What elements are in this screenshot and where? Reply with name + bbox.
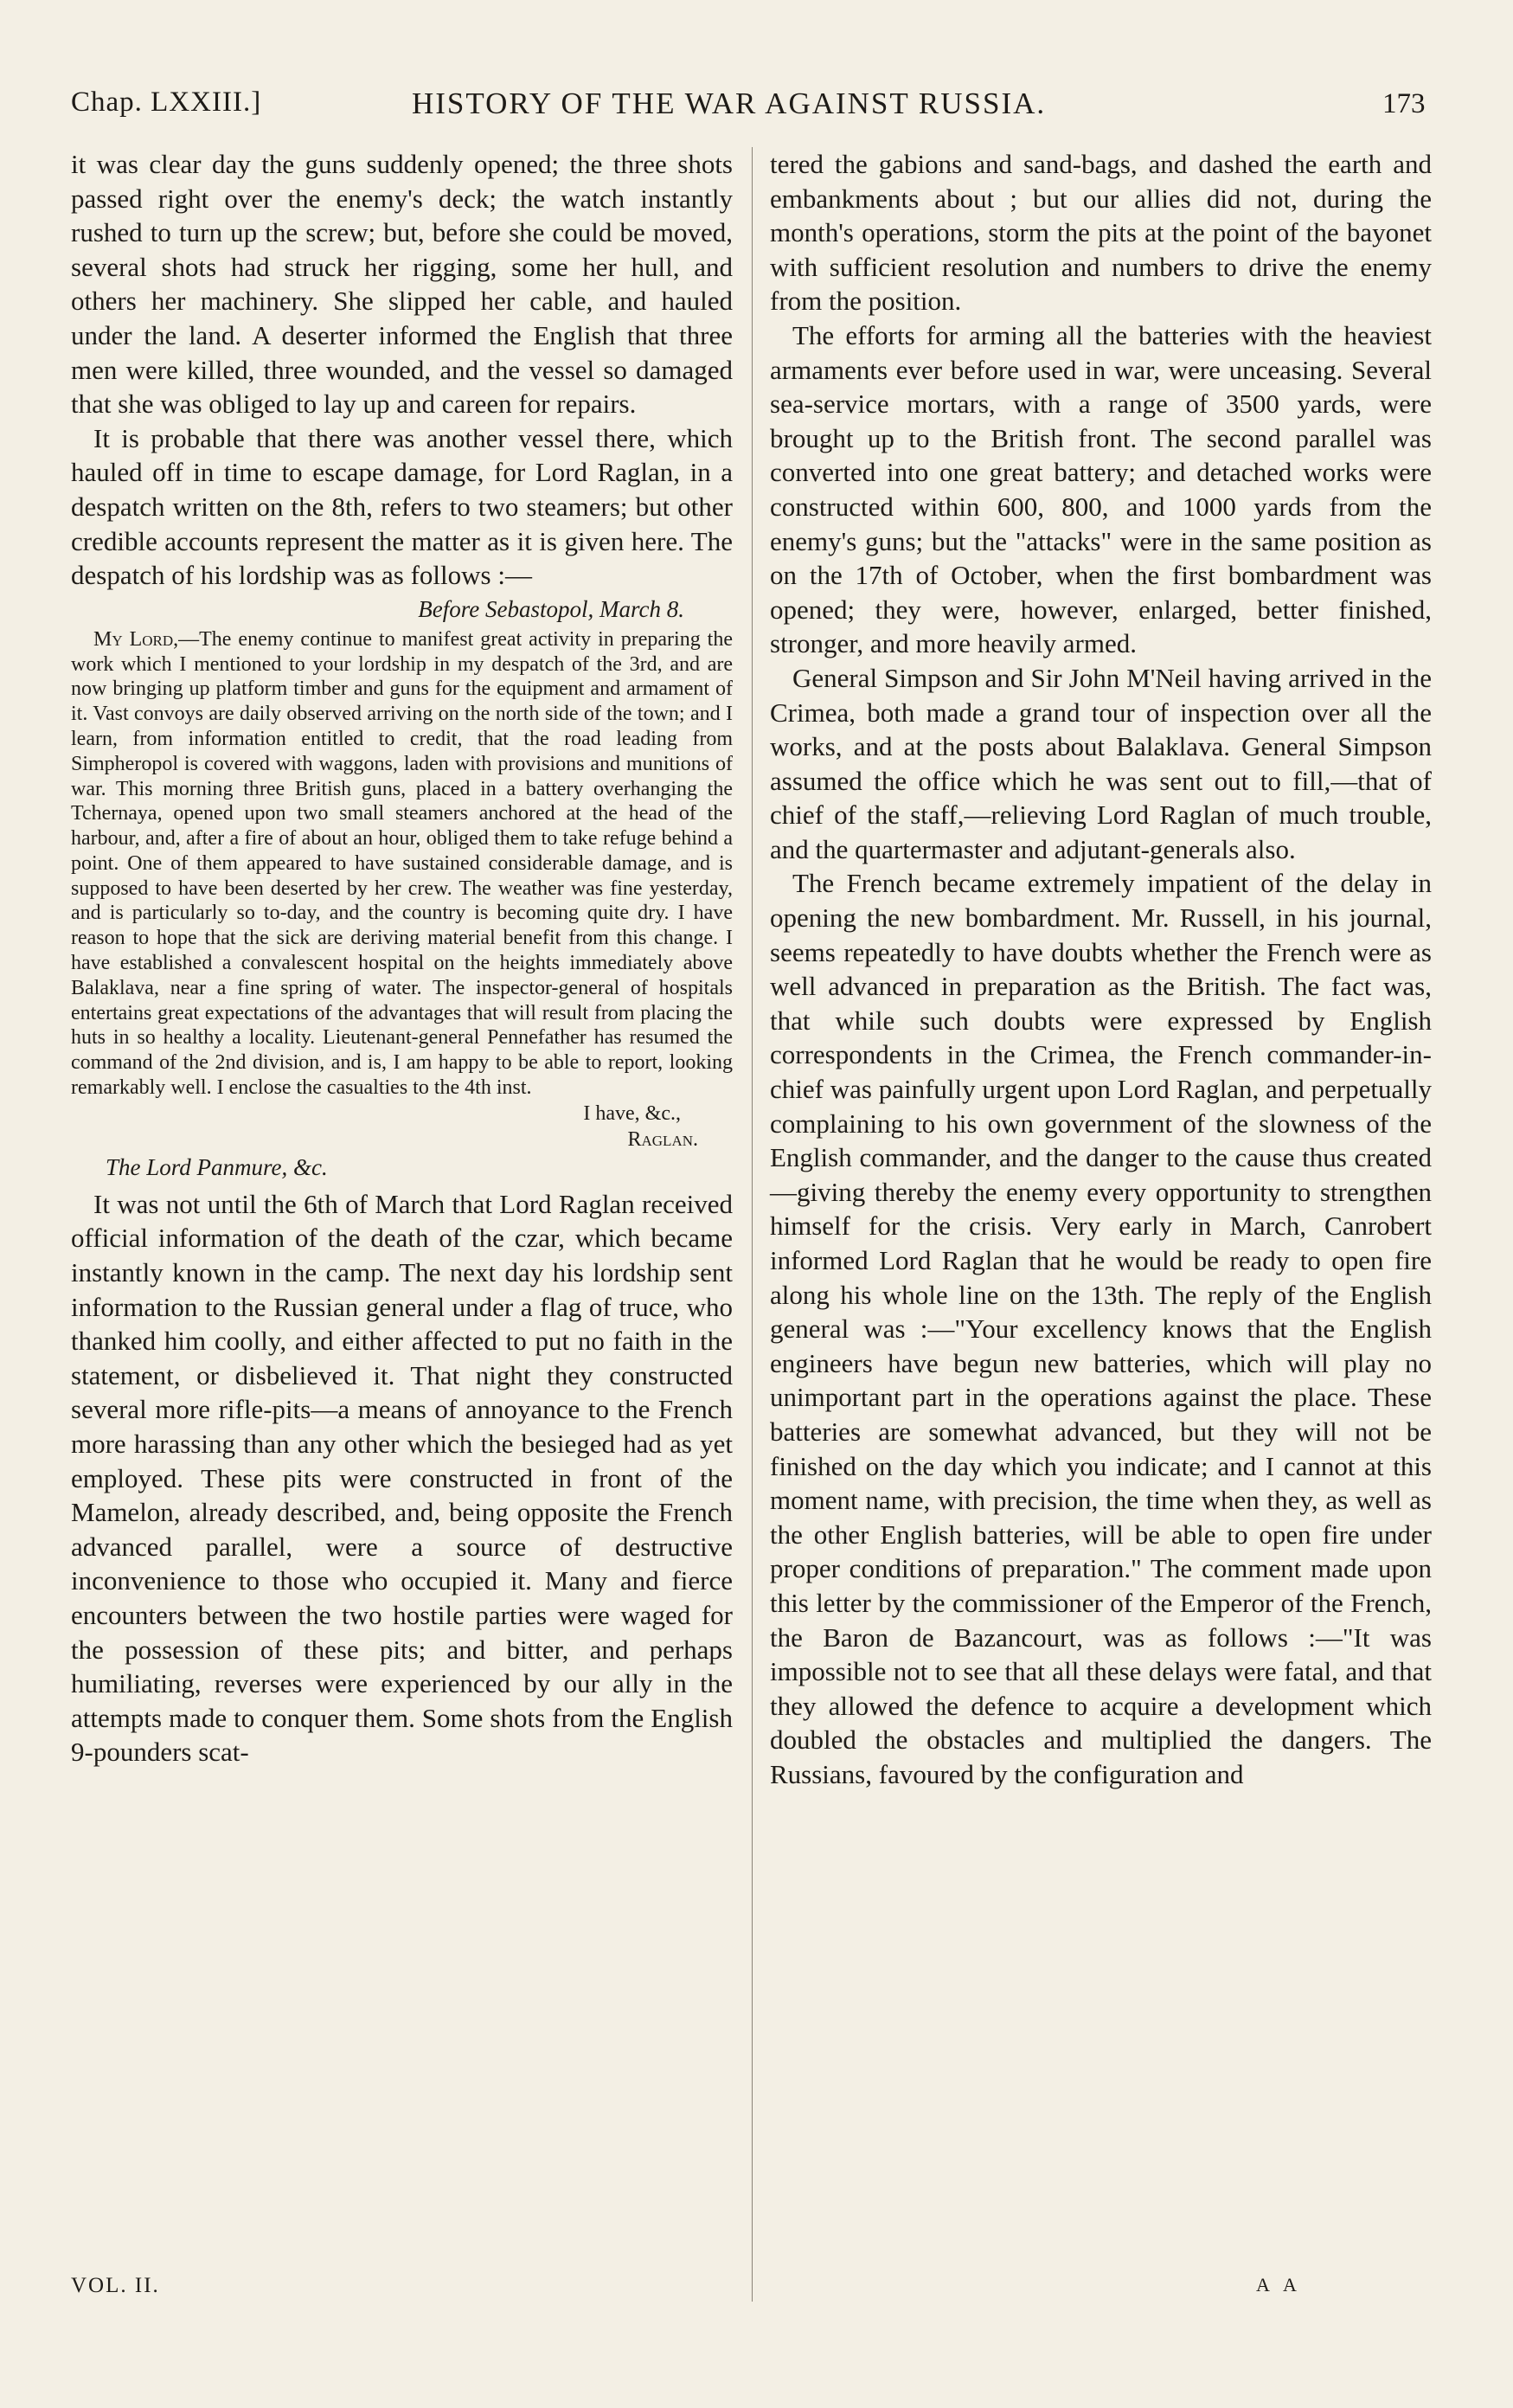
letter-closing: I have, &c., (583, 1101, 681, 1125)
page-footer (0, 2274, 1513, 2308)
left-column (71, 147, 733, 1769)
right-column (770, 147, 1432, 1792)
letter-body (71, 627, 733, 1101)
column-divider (752, 147, 753, 2302)
signature-mark: A A (1256, 2274, 1302, 2296)
letter-signature: Raglan. (627, 1127, 698, 1151)
left-paragraph-3: It was not until the 6th of March that Lord Raglan received official information of the death of the czar, which became instantly known in the camp. The next day his lordship sent information to the Russian general under a flag of truce, who thanked him coolly, and either affected to put no faith in the statement, or disbelieved it. That night they constructed several more rifle-pits—a means of annoyance to the French more harassing than any other which the besieged had as yet employed. These pits were constructed in front of the Mamelon, already described, and, being opposite the French advanced parallel, were a source of destructive inconvenience to those who occupied it. Many and fierce encounters between the two hostile parties were waged for the possession of these pits; and bitter, and perhaps humiliating, reverses were experienced by our ally in the attempts made to conquer them. Some shots from the English 9-pounders scat- (71, 1188, 733, 1768)
running-header (0, 87, 1513, 138)
right-paragraph-1: tered the gabions and sand-bags, and dashed the earth and embankments about ; but our allies did not, during the month's operations, storm the pits at the point of the bayonet with sufficient resolution and numbers to drive the enemy from the position. (770, 149, 1432, 317)
letter-salutation: My Lord, (93, 627, 179, 651)
running-title: HISTORY OF THE WAR AGAINST RUSSIA. (412, 87, 1047, 120)
page-number: 173 (1382, 88, 1426, 119)
right-paragraph-4: The French became extremely impatient of the delay in opening the new bombardment. Mr. Russell, in his journal, seems repeatedly to have doubts whether the French were as well advanced in preparation as the British. The fact was, that while such doubts were expressed by English correspondents in the Crimea, the French commander-in-chief was painfully urgent upon Lord Raglan, and perpetually complaining to his own government of the slowness of the English commander, and the danger to the cause thus created—giving thereby the enemy every opportunity to strengthen himself for the crisis. Very early in March, Canrobert informed Lord Raglan that he would be ready to open fire along his whole line on the 13th. The reply of the English general was :—"Your excellency knows that the English engineers have begun new batteries, which will play no unimportant part in the operations against the place. These batteries are somewhat advanced, but they will not be finished on the day which you indicate; and I cannot at this moment name, with precision, the time when they, as well as the other English batteries, will be able to open fire under proper conditions of preparation." The comment made upon this letter by the commissioner of the Emperor of the French, the Baron de Bazancourt, was as follows :—"It was impossible not to see that all these delays were fatal, and that they allowed the defence to acquire a development which doubled the obstacles and multiplied the dangers. The Russians, favoured by the configuration and (770, 868, 1432, 1789)
left-paragraph-2: It is probable that there was another vessel there, which hauled off in time to escape damage, for Lord Raglan, in a despatch written on the 8th, refers to two steamers; but other credible accounts represent the matter as it is given here. The despatch of his lordship was as follows :— (71, 422, 733, 591)
chapter-label: Chap. LXXIII.] (71, 87, 262, 118)
volume-label: VOL. II. (71, 2274, 160, 2297)
right-paragraph-3: General Simpson and Sir John M'Neil having arrived in the Crimea, both made a grand tour of inspection over all the works, and at the posts about Balaklava. General Simpson assumed the office which he was sent out to fill,—that of chief of the staff,—relieving Lord Raglan of much trouble, and the quartermaster and adjutant-generals also. (770, 662, 1432, 864)
right-paragraph-2: The efforts for arming all the batteries with the heaviest armaments ever before used in war, were unceasing. Several sea-service mortars, with a range of 3500 yards, were brought up to the British front. The second parallel was converted into one great battery; and detached works were constructed within 600, 800, and 1000 yards from the enemy's guns; but the "attacks" were in the same position as on the 17th of October, when the first bombardment was opened; they were, however, enlarged, better finished, stronger, and more heavily armed. (770, 319, 1432, 659)
letter-addressee: The Lord Panmure, &c. (106, 1153, 328, 1180)
letter-text: —The enemy continue to manifest great activity in preparing the work which I mentioned to your lordship in my despatch of the 3rd, and are now bringing up platform timber and guns for the equipment and armament of it. Vast convoys are daily observed arriving on the north side of the town; and I learn, from information entitled to credit, that the road leading from Simpheropol is covered with waggons, laden with provisions and munitions of war. This morning three British guns, placed in a battery overhanging the Tchernaya, opened upon two small steamers anchored at the head of the harbour, and, after a fire of about an hour, obliged them to take refuge behind a point. One of them appeared to have sustained considerable damage, and is supposed to have been deserted by her crew. The weather was fine yesterday, and is particularly so to-day, and the country is becoming quite dry. I have reason to hope that the sick are deriving material benefit from this change. I have established a convalescent hospital on the heights immediately above Balaklava, near a fine spring of water. The inspector-general of hospitals entertains great expectations of the advantages that will result from placing the huts in so healthy a locality. Lieutenant-general Pennefather has resumed the command of the 2nd division, and is, I am happy to be able to report, looking remarkably well. I enclose the casualties to the 4th inst. (71, 627, 733, 1100)
letter-place-date: Before Sebastopol, March 8. (418, 595, 684, 622)
left-paragraph-1: it was clear day the guns suddenly opened; the three shots passed right over the enemy's deck; the watch instantly rushed to turn up the screw; but, before she could be moved, several shots had struck her rigging, some her hull, and others her machinery. She slipped her cable, and hauled under the land. A deserter informed the English that three men were killed, three wounded, and the vessel so damaged that she was obliged to lay up and careen for repairs. (71, 149, 733, 420)
